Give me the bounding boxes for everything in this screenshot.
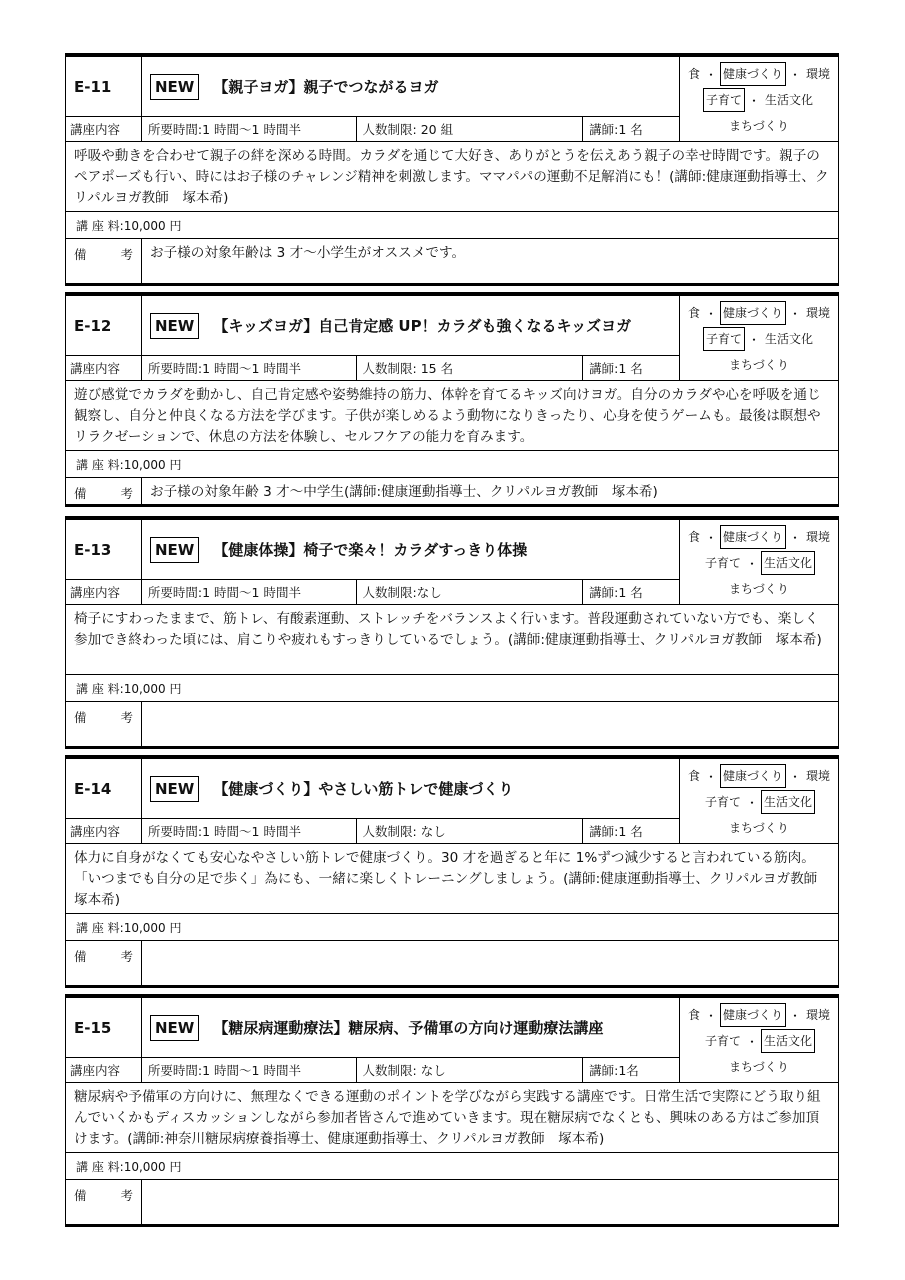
category-separator: ・ bbox=[789, 1008, 802, 1023]
category-environment: 環境 bbox=[806, 769, 831, 783]
category-health: 健康づくり bbox=[720, 62, 786, 86]
course-table bbox=[65, 292, 839, 507]
category-tags bbox=[680, 296, 838, 380]
course-table bbox=[65, 516, 839, 749]
fee-value: 10,000 円 bbox=[123, 920, 182, 935]
fee-label: 講 座 料: bbox=[76, 457, 124, 472]
category-environment: 環境 bbox=[806, 306, 831, 320]
fee-row bbox=[66, 212, 838, 239]
course-title: 【親子ヨガ】親子でつながるヨガ bbox=[213, 78, 439, 96]
category-separator: ・ bbox=[745, 556, 758, 571]
notes-label bbox=[66, 1180, 142, 1224]
new-badge: NEW bbox=[150, 74, 199, 100]
duration: 所要時間:1 時間～1 時間半 bbox=[142, 117, 357, 141]
notes-label-char: 備 bbox=[74, 486, 87, 501]
duration: 所要時間:1 時間～1 時間半 bbox=[142, 819, 357, 843]
category-food: 食 bbox=[687, 67, 700, 81]
course-description: 椅子にすわったままで、筋トレ、有酸素運動、ストレッチをバランスよく行います。普段運動されていない方でも、楽しく参加でき終わった頃には、肩こりや疲れもすっきりしているでしょう。(講師:健康運動指導士、クリパルヨガ教師 塚本希) bbox=[74, 611, 822, 648]
category-town: まちづくり bbox=[729, 1060, 789, 1074]
course-content-label: 講座内容 bbox=[66, 580, 142, 604]
fee-value: 10,000 円 bbox=[123, 218, 182, 233]
course-description: 糖尿病や予備軍の方向けに、無理なくできる運動のポイントを学びながら実践する講座です。日常生活で実際にどう取り組んでいくかもディスカッションしながら参加者皆さんで進めていきます。現在糖尿病でなくとも、興味のある方はご参加頂けます。(講師:神奈川糖尿病療養指導士、健康運動指導士、クリパルヨガ教師 塚本希) bbox=[74, 1089, 821, 1147]
course-table bbox=[65, 53, 839, 286]
category-culture: 生活文化 bbox=[761, 790, 815, 814]
course-description: 体力に自身がなくても安心なやさしい筋トレで健康づくり。30 才を過ぎると年に 1%ずつ減少すると言われている筋肉。「いつまでも自分の足で歩く」為にも、一緒に楽しくトレーニングしましょう。(講師:健康運動指導士、クリパルヨガ教師 塚本希) bbox=[74, 850, 831, 908]
category-tags bbox=[680, 520, 838, 604]
category-food: 食 bbox=[687, 306, 700, 320]
notes-label bbox=[66, 702, 142, 746]
new-badge: NEW bbox=[150, 313, 199, 339]
notes-text bbox=[142, 1180, 838, 1224]
category-childcare: 子育て bbox=[704, 795, 741, 809]
course-content-label: 講座内容 bbox=[66, 819, 142, 843]
fee-row bbox=[66, 451, 838, 478]
category-separator: ・ bbox=[745, 795, 758, 810]
course-content-label: 講座内容 bbox=[66, 356, 142, 380]
notes-label bbox=[66, 478, 142, 504]
notes-label-char: 備 bbox=[74, 710, 87, 725]
category-culture: 生活文化 bbox=[765, 93, 814, 107]
category-health: 健康づくり bbox=[720, 1003, 786, 1027]
category-separator: ・ bbox=[747, 332, 760, 347]
category-childcare: 子育て bbox=[703, 88, 745, 112]
notes-text bbox=[142, 941, 838, 985]
category-separator: ・ bbox=[789, 530, 802, 545]
capacity-limit: 人数制限: 15 名 bbox=[357, 356, 584, 380]
notes-label-char: 備 bbox=[74, 1188, 87, 1203]
category-separator: ・ bbox=[789, 769, 802, 784]
fee-row bbox=[66, 675, 838, 702]
fee-label: 講 座 料: bbox=[76, 1159, 124, 1174]
instructor-count: 講師:1 名 bbox=[589, 824, 643, 839]
category-separator: ・ bbox=[704, 306, 717, 321]
notes-label-char: 備 bbox=[74, 949, 87, 964]
category-childcare: 子育て bbox=[704, 556, 741, 570]
notes-text bbox=[142, 702, 838, 746]
category-culture: 生活文化 bbox=[761, 1029, 815, 1053]
category-town: まちづくり bbox=[729, 358, 789, 372]
category-health: 健康づくり bbox=[720, 764, 786, 788]
category-town: まちづくり bbox=[729, 582, 789, 596]
course-code: E-15 bbox=[66, 998, 142, 1057]
course-code: E-12 bbox=[66, 296, 142, 355]
instructor-count: 講師:1 名 bbox=[589, 122, 643, 137]
category-tags bbox=[680, 759, 838, 843]
instructor-count: 講師:1 名 bbox=[589, 361, 643, 376]
new-badge: NEW bbox=[150, 776, 199, 802]
course-code: E-11 bbox=[66, 57, 142, 116]
course-code: E-14 bbox=[66, 759, 142, 818]
category-health: 健康づくり bbox=[720, 301, 786, 325]
fee-label: 講 座 料: bbox=[76, 681, 124, 696]
notes-label-char: 考 bbox=[120, 710, 133, 725]
duration: 所要時間:1 時間～1 時間半 bbox=[142, 356, 357, 380]
course-content-label: 講座内容 bbox=[66, 1058, 142, 1082]
category-town: まちづくり bbox=[729, 821, 789, 835]
course-content-label: 講座内容 bbox=[66, 117, 142, 141]
fee-row bbox=[66, 1153, 838, 1180]
fee-value: 10,000 円 bbox=[123, 681, 182, 696]
notes-label-char: 考 bbox=[120, 247, 133, 262]
category-environment: 環境 bbox=[806, 530, 831, 544]
new-badge: NEW bbox=[150, 537, 199, 563]
notes-label-char: 考 bbox=[120, 949, 133, 964]
category-health: 健康づくり bbox=[720, 525, 786, 549]
category-separator: ・ bbox=[704, 1008, 717, 1023]
category-food: 食 bbox=[687, 530, 700, 544]
category-separator: ・ bbox=[704, 67, 717, 82]
course-title: 【キッズヨガ】自己肯定感 UP！カラダも強くなるキッズヨガ bbox=[213, 317, 632, 335]
notes-text: お子様の対象年齢 3 才～中学生(講師:健康運動指導士、クリパルヨガ教師 塚本希) bbox=[150, 484, 658, 500]
category-food: 食 bbox=[687, 1008, 700, 1022]
notes-text: お子様の対象年齢は 3 才～小学生がオススメです。 bbox=[150, 245, 466, 261]
instructor-count: 講師:1名 bbox=[589, 1063, 639, 1078]
course-description: 呼吸や動きを合わせて親子の絆を深める時間。カラダを通じて大好き、ありがとうを伝えあう親子の幸せ時間です。親子のペアポーズも行い、時にはお子様のチャレンジ精神を刺激します。ママパパの運動不足解消にも！(講師:健康運動指導士、クリパルヨガ教師 塚本希) bbox=[74, 148, 829, 206]
category-separator: ・ bbox=[704, 530, 717, 545]
notes-label bbox=[66, 941, 142, 985]
category-culture: 生活文化 bbox=[761, 551, 815, 575]
capacity-limit: 人数制限: なし bbox=[357, 1058, 584, 1082]
course-title: 【健康体操】椅子で楽々！カラダすっきり体操 bbox=[213, 541, 528, 559]
new-badge: NEW bbox=[150, 1015, 199, 1041]
fee-value: 10,000 円 bbox=[123, 1159, 182, 1174]
notes-label bbox=[66, 239, 142, 283]
category-food: 食 bbox=[687, 769, 700, 783]
fee-label: 講 座 料: bbox=[76, 920, 124, 935]
fee-label: 講 座 料: bbox=[76, 218, 124, 233]
duration: 所要時間:1 時間～1 時間半 bbox=[142, 1058, 357, 1082]
category-separator: ・ bbox=[704, 769, 717, 784]
category-environment: 環境 bbox=[806, 67, 831, 81]
course-description: 遊び感覚でカラダを動かし、自己肯定感や姿勢維持の筋力、体幹を育てるキッズ向けヨガ。自分のカラダや心を呼吸を通じ観察し、自分と仲良くなる方法を学びます。子供が楽しめるよう動物になりきったり、心身を使うゲームも。最後は瞑想やリラクゼーションで、休息の方法を体験し、セルフケアの能力を育みます。 bbox=[74, 387, 821, 445]
notes-label-char: 考 bbox=[120, 1188, 133, 1203]
category-separator: ・ bbox=[789, 306, 802, 321]
category-tags bbox=[680, 57, 838, 141]
category-town: まちづくり bbox=[729, 119, 789, 133]
category-tags bbox=[680, 998, 838, 1082]
course-table bbox=[65, 994, 839, 1227]
duration: 所要時間:1 時間～1 時間半 bbox=[142, 580, 357, 604]
course-title: 【健康づくり】やさしい筋トレで健康づくり bbox=[213, 780, 514, 798]
fee-value: 10,000 円 bbox=[123, 457, 182, 472]
category-environment: 環境 bbox=[806, 1008, 831, 1022]
category-separator: ・ bbox=[745, 1034, 758, 1049]
capacity-limit: 人数制限: なし bbox=[357, 819, 584, 843]
category-childcare: 子育て bbox=[703, 327, 745, 351]
category-culture: 生活文化 bbox=[765, 332, 814, 346]
notes-label-char: 備 bbox=[74, 247, 87, 262]
capacity-limit: 人数制限: 20 組 bbox=[357, 117, 584, 141]
course-table bbox=[65, 755, 839, 988]
category-separator: ・ bbox=[747, 93, 760, 108]
course-code: E-13 bbox=[66, 520, 142, 579]
course-title: 【糖尿病運動療法】糖尿病、予備軍の方向け運動療法講座 bbox=[213, 1019, 604, 1037]
capacity-limit: 人数制限:なし bbox=[357, 580, 584, 604]
notes-label-char: 考 bbox=[120, 486, 133, 501]
category-separator: ・ bbox=[789, 67, 802, 82]
category-childcare: 子育て bbox=[704, 1034, 741, 1048]
instructor-count: 講師:1 名 bbox=[589, 585, 643, 600]
fee-row bbox=[66, 914, 838, 941]
